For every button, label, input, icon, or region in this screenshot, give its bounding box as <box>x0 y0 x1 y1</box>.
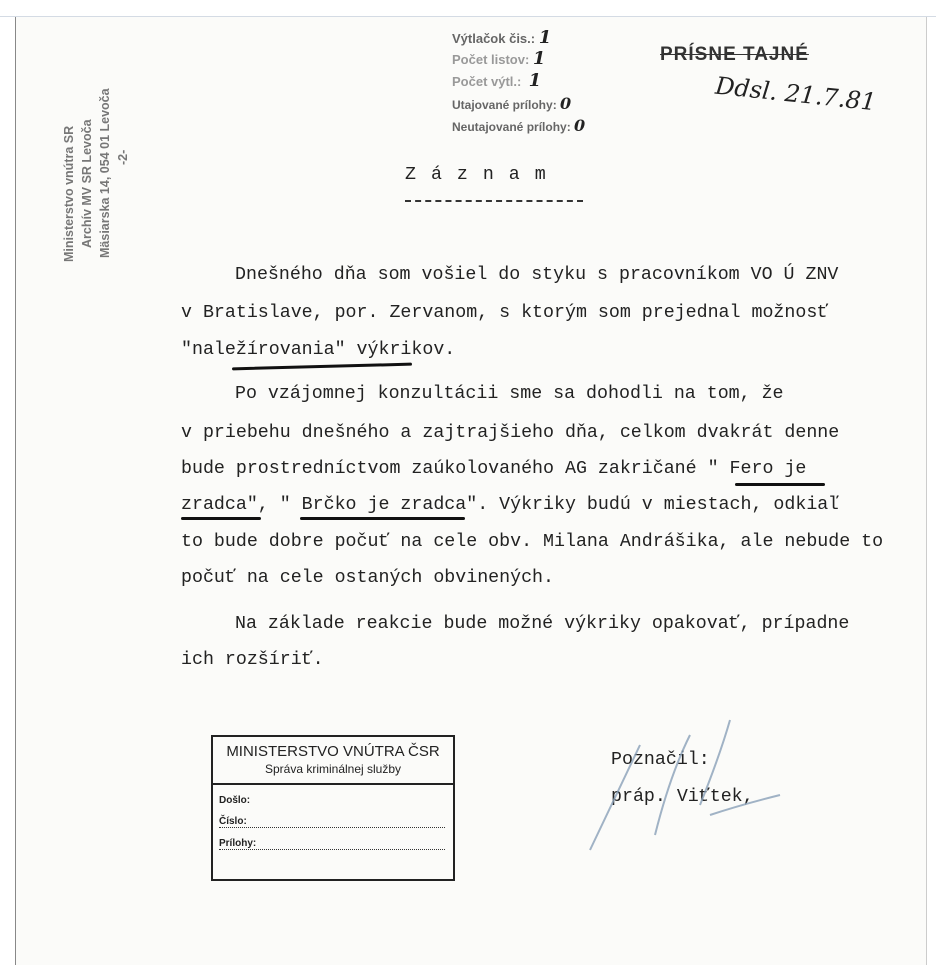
receipt-field-doslo: Došlo: <box>219 795 251 806</box>
body-line: zradca", " Brčko je zradca". Výkriky budú v miestach, odkiaľ <box>181 495 840 515</box>
receipt-stamp <box>211 735 455 881</box>
handwritten-underline <box>181 517 261 520</box>
handwritten-signature <box>580 715 800 865</box>
body-line: v Bratislave, por. Zervanom, s ktorým som prejednal možnosť <box>181 303 829 323</box>
handwritten-date-note: Ddsl. 21.7.81 <box>713 71 878 117</box>
receipt-stamp-subtitle: Správa kriminálnej služby <box>264 762 402 776</box>
signature-label: Poznačil: <box>611 750 710 770</box>
body-line: v priebehu dnešného a zajtrajšieho dňa, celkom dvakrát denne <box>181 423 840 443</box>
title-underline <box>405 200 583 202</box>
field-vytlacok: Výtlačok čis.: 1 <box>452 27 552 48</box>
receipt-field-prilohy: Prílohy: <box>219 838 445 850</box>
body-line: Na základe reakcie bude možné výkriky opakovať, prípadne <box>235 614 850 634</box>
archive-stamp-line2: Archív MV SR Levoča <box>80 119 94 248</box>
handwritten-underline <box>300 517 465 520</box>
body-line: Po vzájomnej konzultácii sme sa dohodli na tom, že <box>235 384 784 404</box>
body-line: to bude dobre počuť na cele obv. Milana Andrášika, ale nebude to <box>181 532 884 552</box>
field-neutajovane: Neutajované prílohy: 0 <box>452 116 586 135</box>
body-line: počuť na cele ostaných obvinených. <box>181 568 554 588</box>
field-utajovane: Utajované prílohy: 0 <box>452 94 572 113</box>
body-line: "naležírovania" výkrikov. <box>181 340 456 360</box>
body-line: ich rozšíriť. <box>181 650 324 670</box>
signature-name: práp. Viťtek, <box>611 787 754 807</box>
handwritten-underline <box>735 483 825 486</box>
receipt-stamp-title: MINISTERSTVO VNÚTRA ČSR <box>226 743 440 760</box>
classification-stamp: PRÍSNE TAJNÉ <box>660 44 809 65</box>
receipt-field-cislo: Číslo: <box>219 816 445 828</box>
body-line: Dnešného dňa som vošiel do styku s pracovníkom VO Ú ZNV <box>235 265 839 285</box>
body-line: bude prostredníctvom zaúkolovaného AG zakričané " Fero je <box>181 459 807 479</box>
archive-stamp-line1: Ministerstvo vnútra SR <box>62 125 76 262</box>
document-title: Z á z n a m <box>405 165 548 185</box>
field-pocet-vytl: Počet výtl.: 1 <box>452 70 542 91</box>
field-pocet-listov: Počet listov: 1 <box>452 48 546 69</box>
archive-stamp-page: -2- <box>116 149 130 165</box>
archive-stamp-line3: Mäsiarska 14, 054 01 Levoča <box>98 88 112 258</box>
